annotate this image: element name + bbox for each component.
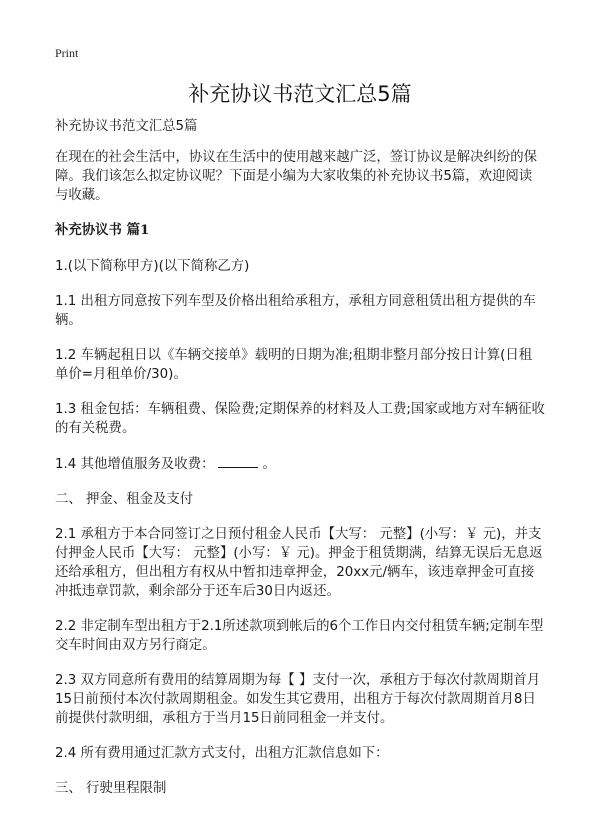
section-heading-3: 三、 行驶里程限制	[55, 781, 167, 796]
document-title: 补充协议书范文汇总5篇	[188, 82, 412, 106]
clause-1-2: 1.2 车辆起租日以《车辆交接单》载明的日期为准;租期非整月部分按日计算(日租单价=月租单价/30)。	[55, 348, 533, 382]
intro-paragraph: 在现在的社会生活中，协议在生活中的使用越来越广泛，签订协议是解决纠纷的保障。我们该怎么拟定协议呢？下面是小编为大家收集的补充协议书5篇，欢迎阅读与收藏。	[55, 150, 538, 203]
clause-2-1: 2.1 承租方于本合同签订之日预付租金人民币【大写： 元整】(小写：￥ 元)，并支付押金人民币【大写： 元整】(小写：￥ 元)。押金于租赁期满，结算无误后无息返还给承租方，但出租方有权从中暂扣违章押金，20xx元/辆车，该违章押金可直接冲抵违章罚款，剩余部分于还车后30日内返还。	[55, 527, 543, 599]
section-heading-2: 二、 押金、租金及支付	[55, 492, 194, 507]
print-link[interactable]: Print	[55, 46, 79, 60]
clause-1-4	[55, 454, 545, 474]
clause-2-3: 2.3 双方同意所有费用的结算周期为每【 】支付一次，承租方于每次付款周期首月15日前预付本次付款周期租金。如发生其它费用，出租方于每次付款周期首月8日前提供付款明细，承租方于当月15日前同租金一并支付。	[55, 673, 541, 726]
clause-2-2: 2.2 非定制车型出租方于2.1所述款项到帐后的6个工作日内交付租赁车辆;定制车型交车时间由双方另行商定。	[55, 619, 544, 653]
document-subtitle: 补充协议书范文汇总5篇	[55, 119, 198, 134]
clause-1-4-text: 1.4 其他增值服务及收费：	[55, 457, 215, 472]
clause-1: 1.(以下简称甲方)(以下简称乙方)	[55, 259, 250, 274]
document-body	[55, 117, 545, 814]
clause-2-4: 2.4 所有费用通过汇款方式支付，出租方汇款信息如下：	[55, 746, 389, 761]
clause-1-4-end: 。	[262, 457, 276, 472]
section-heading-1: 补充协议书 篇1	[55, 222, 150, 238]
clause-1-1: 1.1 出租方同意按下列车型及价格出租给承租方，承租方同意租赁出租方提供的车辆。	[55, 294, 536, 328]
fill-in-blank	[218, 454, 258, 468]
clause-1-3: 1.3 租金包括：车辆租费、保险费;定期保养的材料及人工费;国家或地方对车辆征收的有关税费。	[55, 402, 545, 436]
